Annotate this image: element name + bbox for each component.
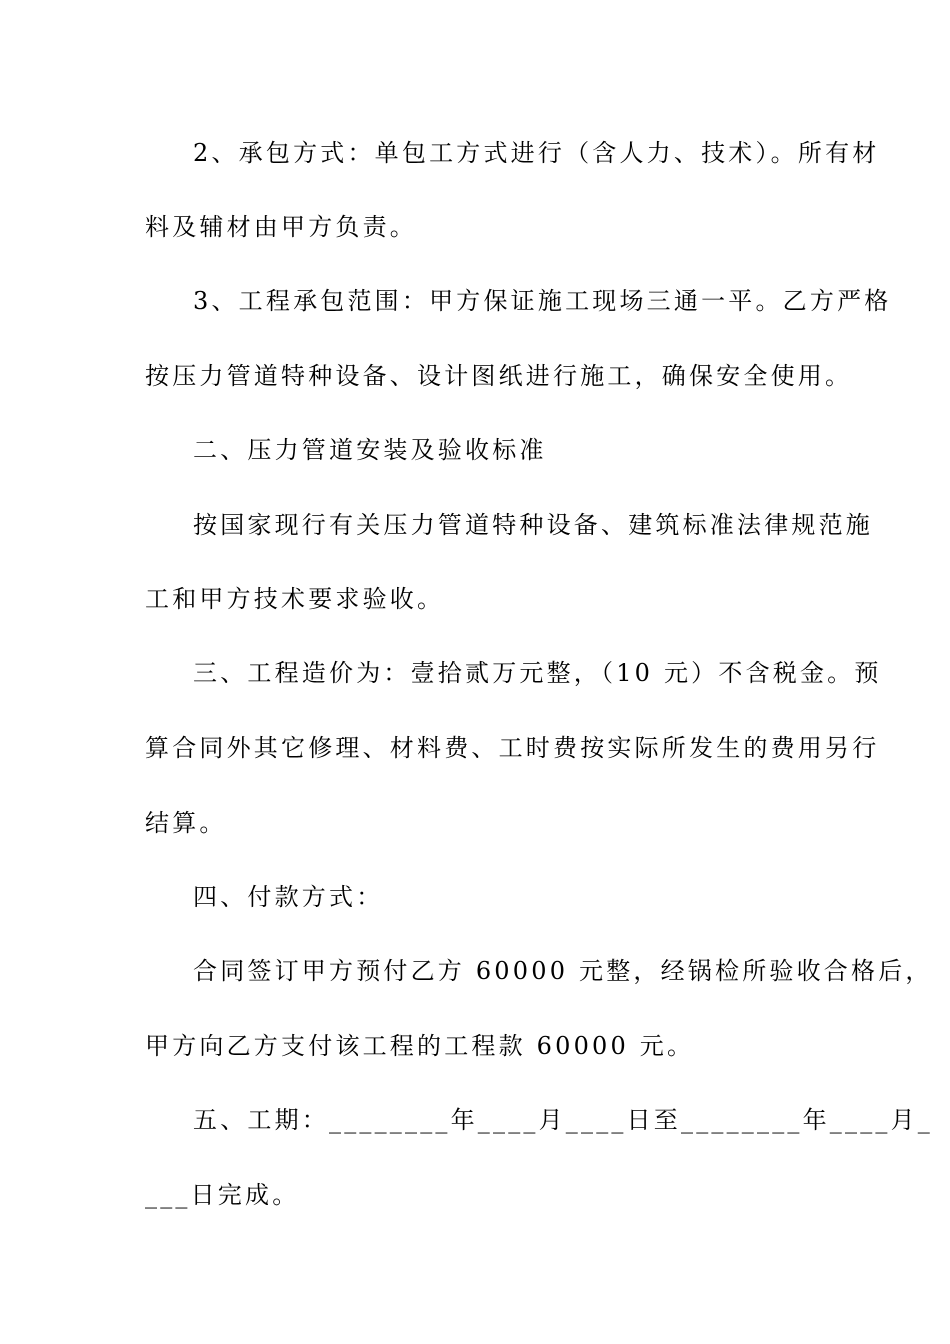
paragraph-contract-method-line-2: 料及辅材由甲方负责。 <box>145 213 417 241</box>
paragraph-contract-scope-line-1: 3、工程承包范围：甲方保证施工现场三通一平。乙方严格 <box>193 287 892 315</box>
paragraph-duration-line-1: 五、工期：________年____月____日至________年____月_ <box>193 1106 933 1134</box>
paragraph-duration-line-2: ___日完成。 <box>145 1181 300 1209</box>
paragraph-cost-line-3: 结算。 <box>145 809 227 837</box>
paragraph-acceptance-line-2: 工和甲方技术要求验收。 <box>145 585 445 613</box>
section-heading-installation-acceptance: 二、压力管道安装及验收标准 <box>193 436 547 464</box>
paragraph-cost-line-2: 算合同外其它修理、材料费、工时费按实际所发生的费用另行 <box>145 734 880 762</box>
paragraph-contract-method-line-1: 2、承包方式：单包工方式进行（含人力、技术）。所有材 <box>193 139 880 167</box>
paragraph-cost-line-1: 三、工程造价为：壹拾贰万元整，（10 元）不含税金。预 <box>193 659 882 687</box>
paragraph-contract-scope-line-2: 按压力管道特种设备、设计图纸进行施工，确保安全使用。 <box>145 362 853 390</box>
paragraph-acceptance-line-1: 按国家现行有关压力管道特种设备、建筑标准法律规范施 <box>193 511 873 539</box>
paragraph-payment-line-2: 甲方向乙方支付该工程的工程款 60000 元。 <box>145 1032 695 1060</box>
section-heading-payment-method: 四、付款方式： <box>193 883 384 911</box>
paragraph-payment-line-1: 合同签订甲方预付乙方 60000 元整，经锅检所验收合格后， <box>193 957 933 985</box>
